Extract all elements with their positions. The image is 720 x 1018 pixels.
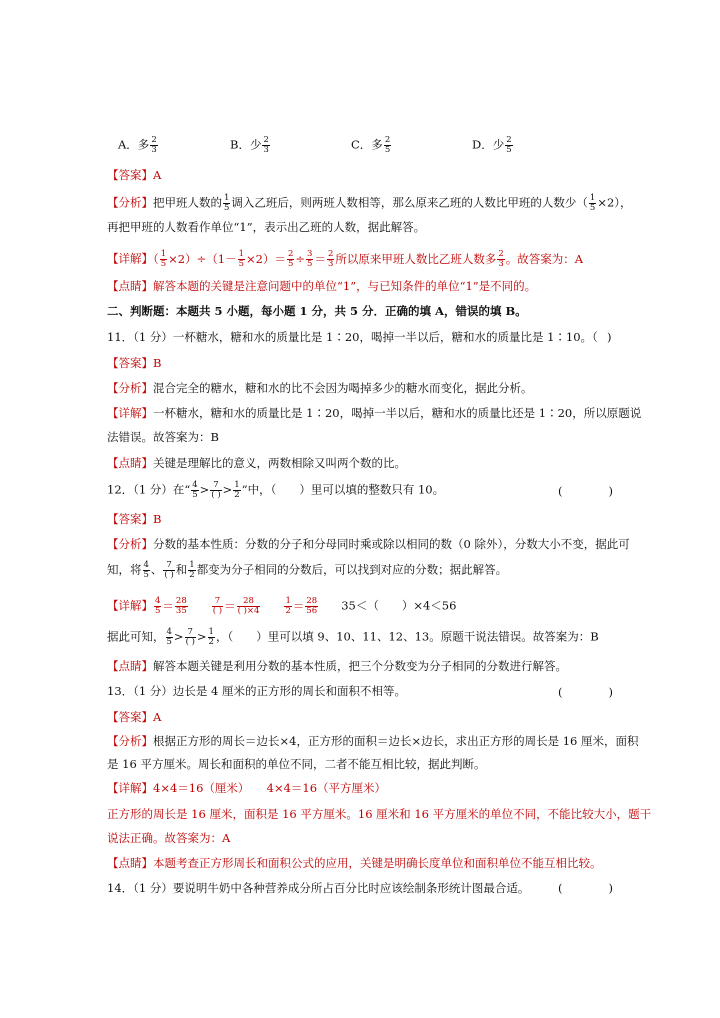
detail-line: 【详解】（ $\frac{1}{5}$ ×2）÷（1－ $\frac{1}{5}$ ×2）＝ $\frac{2}{5}$ ÷ $\frac{3}{5}$ ＝ $\frac{2}{3}$ 所以原来甲班人数比乙班人数多 $\frac{2}{3}$ 。故答案为：A (107, 249, 584, 269)
question-14: 14．（1 分）要说明牛奶中各种营养成分所占百分比时应该绘制条形统计图最合适。 (107, 881, 530, 895)
option-a: A．多 $\frac{2}{3}$ (118, 135, 157, 155)
option-b: B．少 $\frac{2}{3}$ (230, 135, 269, 155)
detail-line: 【详解】4×4＝16（厘米） 4×4＝16（平方厘米） (107, 781, 387, 795)
analysis-line: 【分析】把甲班人数的 $\frac{1}{5}$ 调入乙班后，则两班人数相等，那么原来乙班的人数比甲班的人数少（ $\frac{1}{5}$ ×2）， (107, 193, 632, 213)
detail-line-2: 法错误。故答案为：B (107, 430, 219, 444)
analysis-line-2: 是 16 平方厘米。周长和面积的单位不同，二者不能互相比较，据此判断。 (107, 757, 486, 771)
detail-line-3: 说法正确。故答案为：A (107, 831, 231, 845)
analysis-line-2: 知，将 $\frac{4}{5}$ 、 $\frac{7}{( )}$ 和 $\frac{1}{2}$ 都变为分子相同的分数后，可以找到对应的分数；据此解答。 (107, 560, 508, 580)
option-d: D．少 $\frac{2}{5}$ (472, 135, 512, 155)
answer-line: 【答案】A (107, 710, 162, 724)
point-line: 【点睛】解答本题关键是利用分数的基本性质，把三个分数变为分子相同的分数进行解答。 (107, 659, 567, 673)
section-heading: 二、判断题：本题共 5 小题，每小题 1 分，共 5 分．正确的填 A，错误的填 B。 (107, 304, 527, 318)
question-12: 12．（1 分）在“ $\frac{4}{5}$ > $\frac{7}{( )}$ > $\frac{1}{2}$ ”中，（ ）里可以填的整数只有 10。 (107, 480, 445, 500)
analysis-line: 【分析】分数的基本性质：分数的分子和分母同时乘或除以相同的数（0 除外），分数大小不变，据此可 (107, 537, 630, 551)
analysis-line-2: 再把甲班的人数看作单位“1”，表示出乙班的人数，据此解答。 (107, 220, 426, 234)
answer-blank: ) (607, 330, 612, 344)
answer-line: 【答案】B (107, 356, 162, 370)
question-13: 13．（1 分）边长是 4 厘米的正方形的周长和面积不相等。 (107, 684, 406, 698)
detail-line: 【详解】 $\frac{4}{5}$ ＝ $\frac{28}{35}$ $\frac{7}{( )}$ ＝ $\frac{28}{( )\times 4}$ $\frac{1}{2}$ ＝ $\frac{28}{56}$ 35＜（ ）×4＜56 (107, 596, 457, 616)
point-line: 【点睛】本题考查正方形周长和面积公式的应用，关键是明确长度单位和面积单位不能互相比较。 (107, 856, 602, 870)
analysis-line: 【分析】混合完全的糖水，糖和水的比不会因为喝掉多少的糖水而变化，据此分析。 (107, 381, 533, 395)
point-line: 【点睛】关键是理解比的意义，两数相除又叫两个数的比。 (107, 456, 406, 470)
option-c: C．多 $\frac{2}{5}$ (351, 135, 391, 155)
detail-line-2: 正方形的周长是 16 厘米，面积是 16 平方厘米。16 厘米和 16 平方厘米的单位不同，不能比较大小，题干 (107, 807, 652, 821)
point-line: 【点睛】解答本题的关键是注意问题中的单位“1”，与已知条件的单位“1”是不同的。 (107, 279, 537, 293)
detail-line-2: 据此可知， $\frac{4}{5}$ > $\frac{7}{( )}$ > $\frac{1}{2}$ ，（ ）里可以填 9、10、11、12、13。原题干说法错误。故答案为：B (107, 627, 599, 647)
answer-line: 【答案】A (107, 168, 162, 182)
analysis-line: 【分析】根据正方形的周长＝边长×4，正方形的面积＝边长×边长，求出正方形的周长是 16 厘米，面积 (107, 734, 639, 748)
answer-blank: ( ) (558, 685, 613, 699)
answer-line: 【答案】B (107, 512, 162, 526)
detail-line: 【详解】一杯糖水，糖和水的质量比是 1∶20，喝掉一半以后，糖和水的质量比还是 1∶20，所以原题说 (107, 406, 642, 420)
answer-blank: ( ) (558, 484, 613, 498)
question-11: 11．（1 分）一杯糖水，糖和水的质量比是 1∶20，喝掉一半以后，糖和水的质量比是 1∶10。（ (107, 330, 598, 344)
answer-blank: ( ) (558, 881, 613, 895)
